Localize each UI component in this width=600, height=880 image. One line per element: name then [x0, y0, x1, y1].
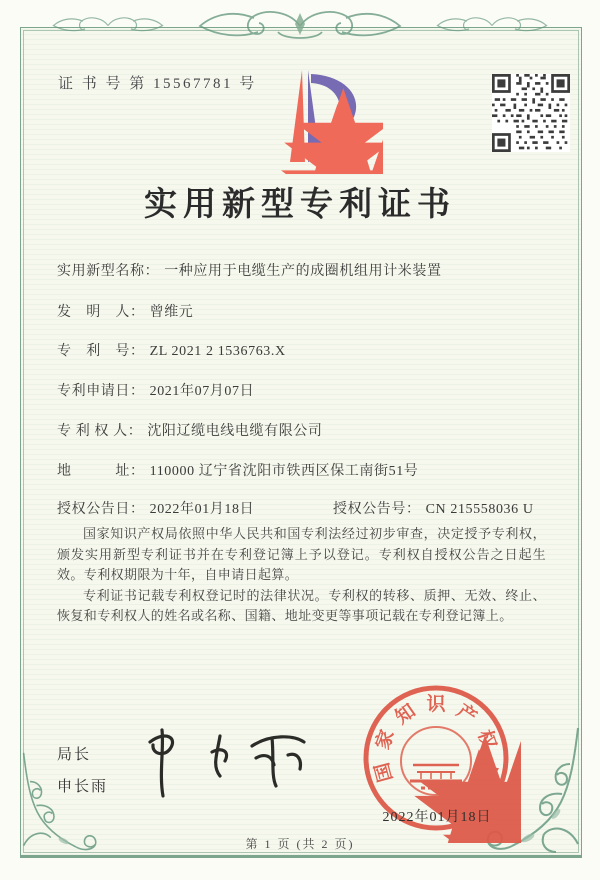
qr-code-icon [492, 74, 570, 152]
field-filing-date [57, 380, 254, 400]
field-value: 沈阳辽缆电线电缆有限公司 [147, 424, 323, 439]
body-paragraph-1: 国家知识产权局依照中华人民共和国专利法经过初步审查，决定授予专利权，颁发实用新型专利证书并在专利登记簿上予以登记。专利权自授权公告之日起生效。专利权期限为十年，自申请日起算。 [57, 526, 546, 582]
field-label: 实用新型名称： [57, 264, 160, 279]
field-label: 发 明 人： [57, 305, 145, 320]
seal-char: 产 [452, 700, 481, 729]
field-patentee [57, 420, 323, 440]
field-patent-number [57, 340, 286, 360]
handwritten-signature-icon [128, 722, 318, 802]
certificate-title: 实用新型专利证书 [144, 187, 456, 223]
field-grant-number [333, 498, 534, 518]
field-value: 2021年07月07日 [149, 384, 255, 399]
field-label: 地 址： [57, 464, 145, 479]
seal-char: 国 [371, 760, 398, 785]
field-value: 110000 辽宁省沈阳市铁西区保工南街51号 [149, 464, 419, 479]
seal-char: 家 [372, 727, 399, 753]
field-utility-model-name [57, 260, 442, 280]
field-inventor [57, 301, 193, 321]
seal-char: 识 [426, 694, 446, 715]
cnipa-logo-icon [238, 62, 383, 174]
field-value: ZL 2021 2 1536763.X [149, 344, 286, 359]
lace-ornament-top-left-icon [48, 10, 168, 40]
lace-ornament-top-right-icon [432, 10, 552, 40]
field-label: 专 利 权 人： [57, 424, 143, 439]
seal-char: 知 [391, 700, 420, 729]
certificate-number: 证 书 号 第 15567781 号 [58, 76, 257, 92]
field-value: CN 215558036 U [425, 502, 534, 517]
field-value: 2022年01月18日 [149, 502, 255, 517]
certificate-body-text [57, 524, 546, 627]
lace-ornament-top-center-icon [190, 2, 410, 48]
field-value: 一种应用于电缆生产的成圈机组用计米装置 [164, 264, 442, 279]
field-value: 曾维元 [149, 305, 194, 320]
field-label: 授权公告号： [333, 502, 421, 517]
seal-date: 2022年01月18日 [382, 810, 492, 825]
seal-char: 权 [473, 727, 500, 753]
field-address [57, 460, 418, 480]
director-title: 局长 [57, 747, 92, 763]
field-label: 授权公告日： [57, 502, 145, 517]
body-paragraph-2: 专利证书记载专利权登记时的法律状况。专利权的转移、质押、无效、终止、恢复和专利权人的姓名或名称、国籍、地址变更等事项记载在专利登记簿上。 [57, 587, 546, 623]
field-label: 专利申请日： [57, 384, 145, 399]
field-grant-date [57, 498, 254, 518]
director-name: 申长雨 [57, 779, 109, 795]
page-number: 第 1 页 (共 2 页) [245, 837, 355, 851]
seal-char: 局 [474, 760, 501, 785]
field-label: 专 利 号： [57, 344, 145, 359]
